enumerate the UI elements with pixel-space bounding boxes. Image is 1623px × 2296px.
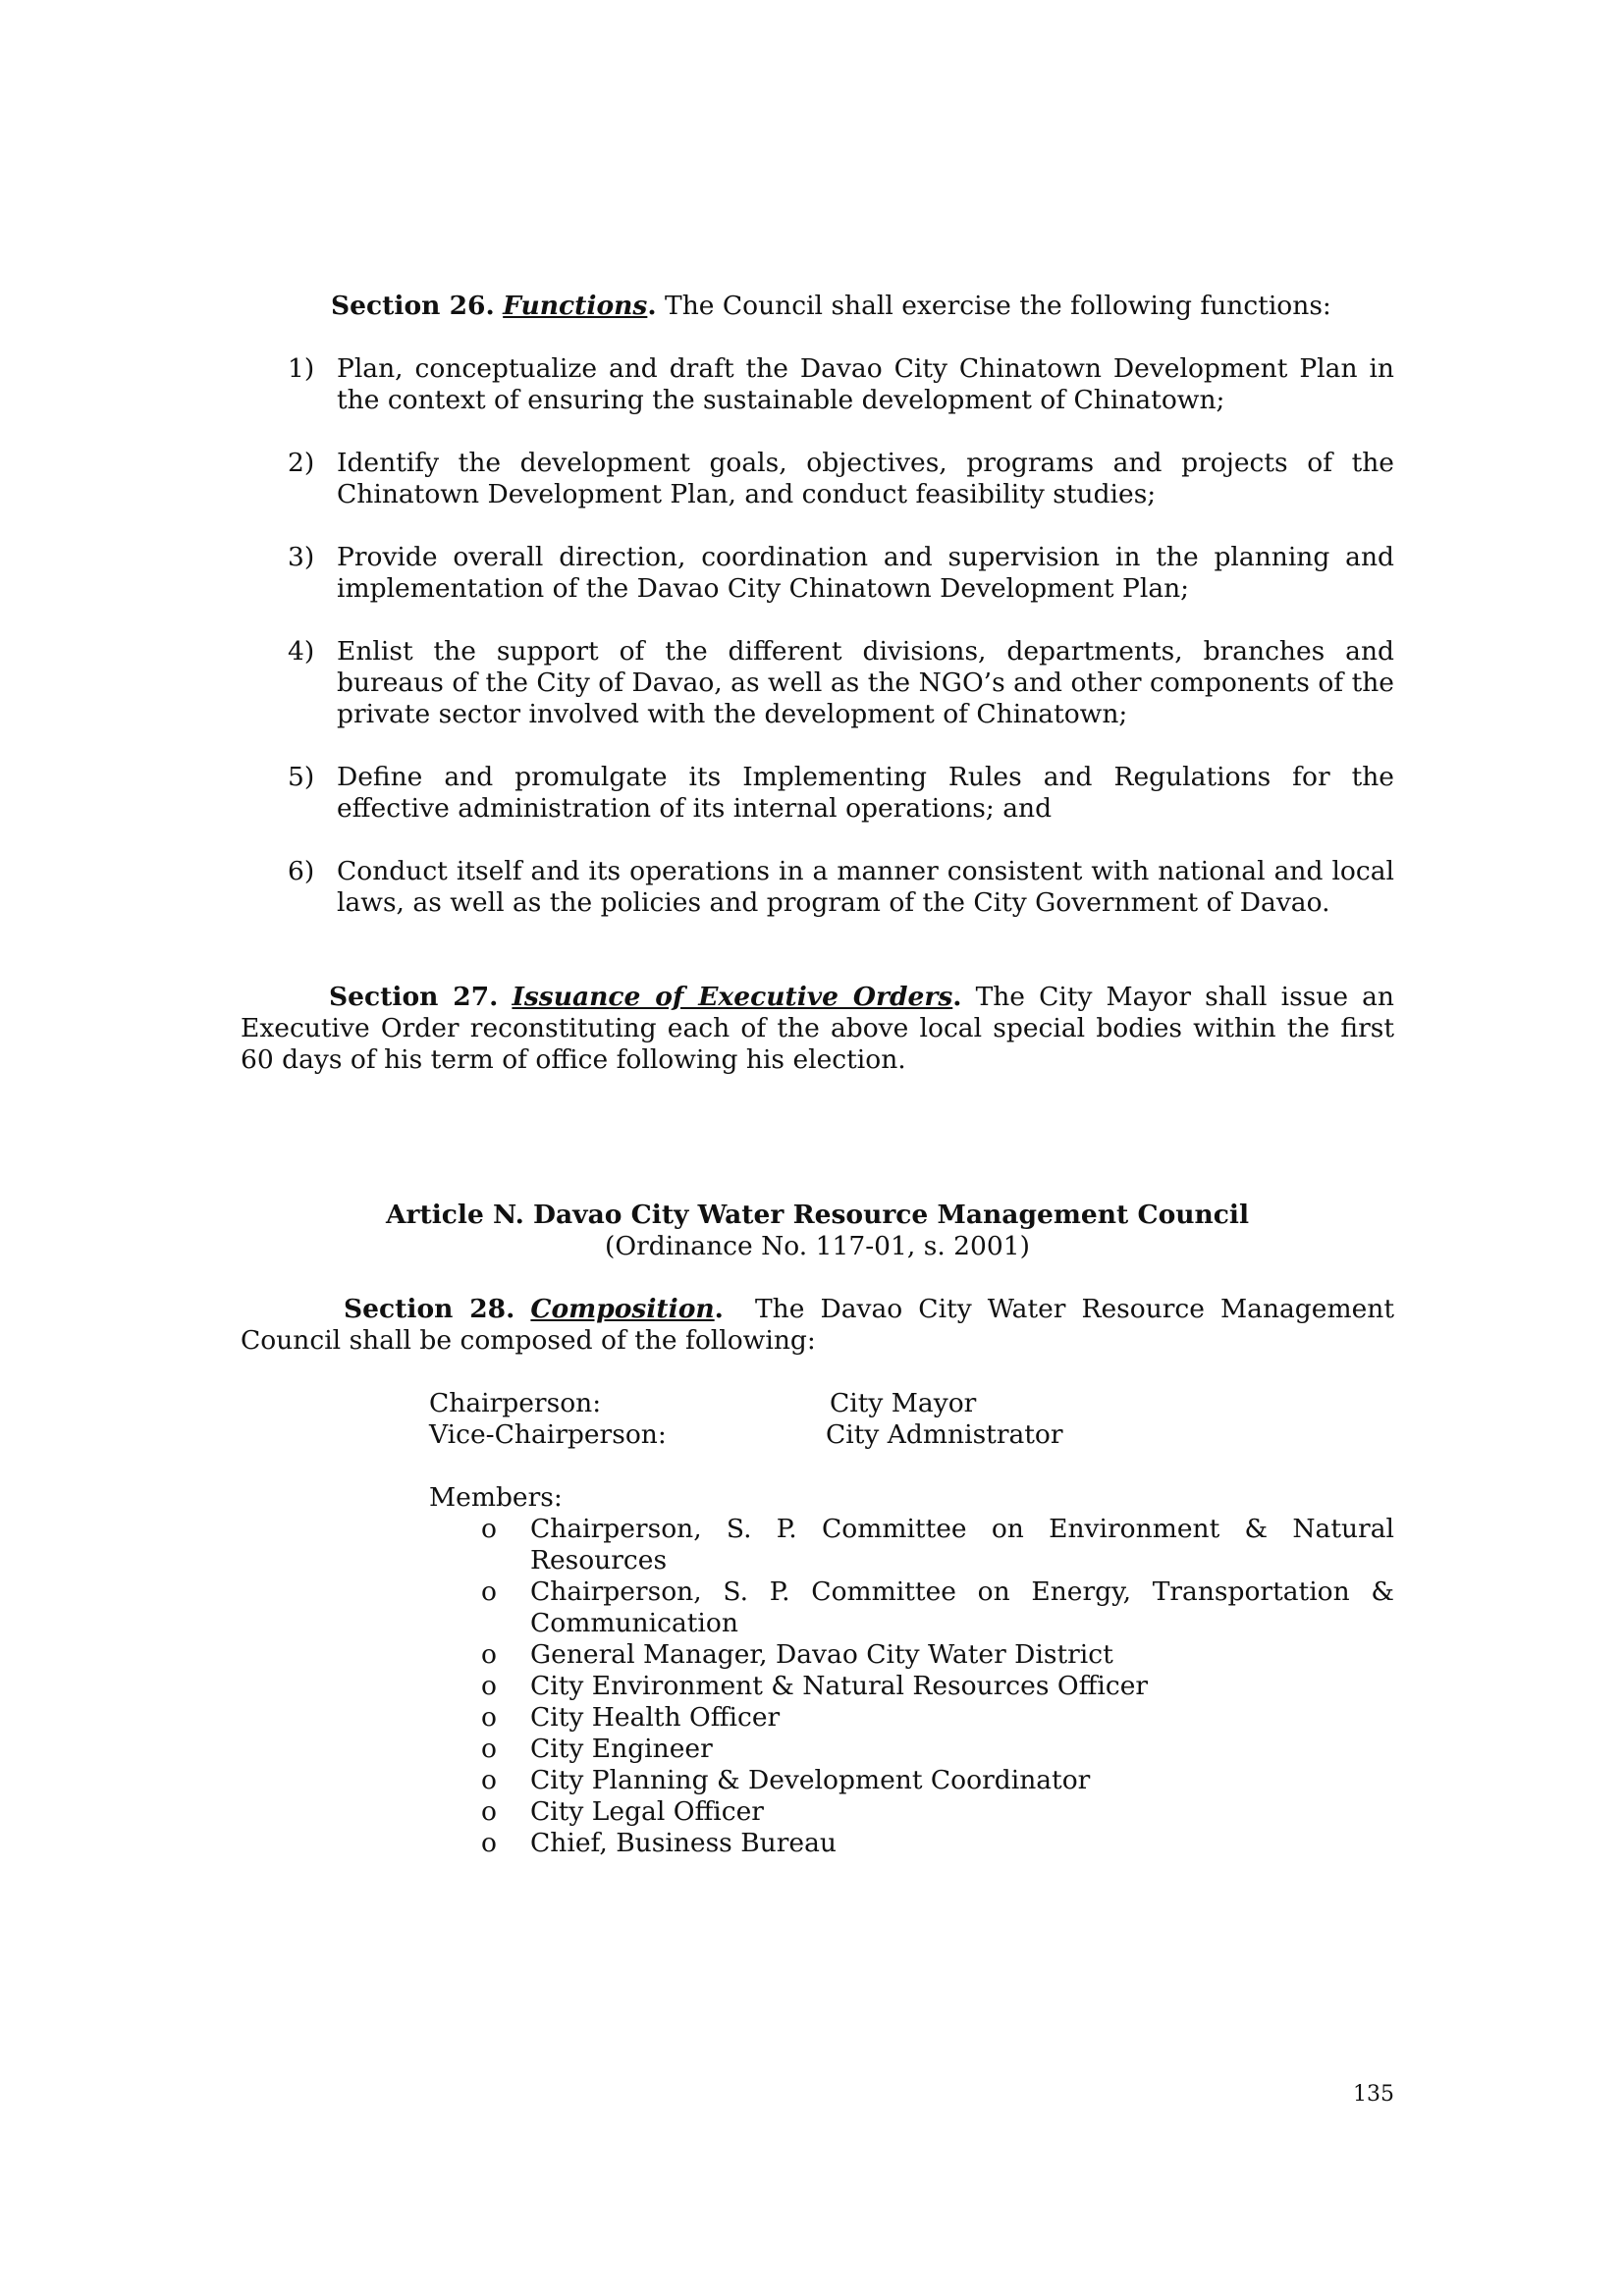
item-text: Provide overall direction, coordination and supervision in the planning and implementation of the Davao City Chinatown Development Plan; <box>337 542 1394 604</box>
item-number: 3) <box>288 542 315 572</box>
officer-role: Chairperson: <box>429 1388 602 1418</box>
function-item-5 <box>241 762 1394 825</box>
member-text: City Planning & Development Coordinator <box>530 1765 1091 1795</box>
section-28-title: Composition <box>530 1294 715 1324</box>
member-item <box>481 1702 1394 1734</box>
function-item-1 <box>241 353 1394 416</box>
officer-name-chairperson: City Mayor <box>830 1388 977 1418</box>
bullet-icon: o <box>481 1576 497 1607</box>
section-26-title: Functions <box>503 291 648 321</box>
bullet-icon: o <box>481 1514 497 1544</box>
member-item <box>481 1671 1394 1702</box>
section-27-title: Issuance of Executive Orders <box>512 982 953 1012</box>
section-27-label: Section 27. <box>329 982 499 1012</box>
bullet-icon: o <box>481 1796 497 1827</box>
section-27-paragraph: Section 27. Issuance of Executive Orders. The City Mayor shall issue an Executive Order reconstituting each of the above local special bodies within the first 60 days of his term of office following his election. <box>241 982 1394 1075</box>
member-text: City Engineer <box>530 1734 713 1764</box>
bullet-icon: o <box>481 1671 497 1701</box>
function-item-6 <box>241 856 1394 919</box>
members-label: Members: <box>429 1482 563 1513</box>
section-28-label: Section 28. <box>344 1294 515 1324</box>
item-text: Conduct itself and its operations in a manner consistent with national and local laws, as well as the policies and program of the City Government of Davao. <box>337 856 1394 918</box>
bullet-icon: o <box>481 1702 497 1733</box>
officer-role: Vice-Chairperson: <box>429 1419 667 1450</box>
bullet-icon: o <box>481 1639 497 1670</box>
item-text: Enlist the support of the different divisions, departments, branches and bureaus of the City of Davao, as well as the NGO’s and other components of the private sector involved with the development of Chinatown; <box>337 636 1394 729</box>
member-item <box>481 1639 1394 1671</box>
function-item-2 <box>241 448 1394 510</box>
item-number: 6) <box>288 856 315 886</box>
item-text: Define and promulgate its Implementing Rules and Regulations for the effective administration of its internal operations; and <box>337 762 1394 824</box>
page-number: 135 <box>1353 2082 1394 2107</box>
officer-name-vice-chairperson: City Admnistrator <box>826 1419 1063 1450</box>
bullet-icon: o <box>481 1765 497 1795</box>
item-number: 2) <box>288 448 315 478</box>
officer-row-vice-chairperson <box>429 1419 667 1451</box>
member-item <box>481 1828 1394 1859</box>
member-item <box>481 1734 1394 1765</box>
member-text: Chief, Business Bureau <box>530 1828 837 1858</box>
article-subheading: (Ordinance No. 117-01, s. 2001) <box>605 1231 1030 1261</box>
bullet-icon: o <box>481 1828 497 1858</box>
member-text: City Environment & Natural Resources Officer <box>530 1671 1149 1701</box>
function-item-3 <box>241 542 1394 605</box>
bullet-icon: o <box>481 1734 497 1764</box>
item-number: 5) <box>288 762 315 792</box>
member-item <box>481 1765 1394 1796</box>
member-text: Chairperson, S. P. Committee on Energy, Transportation & Communication <box>530 1576 1394 1638</box>
item-number: 1) <box>288 353 315 384</box>
item-text: Identify the development goals, objectives, programs and projects of the Chinatown Development Plan, and conduct feasibility studies; <box>337 448 1394 509</box>
item-number: 4) <box>288 636 315 667</box>
article-heading: Article N. Davao City Water Resource Management Council <box>385 1200 1250 1230</box>
section-26-label: Section 26. <box>331 291 495 321</box>
member-text: Chairperson, S. P. Committee on Environment & Natural Resources <box>530 1514 1394 1575</box>
member-item <box>481 1576 1394 1639</box>
item-text: Plan, conceptualize and draft the Davao City Chinatown Development Plan in the context of ensuring the sustainable development of Chinatown; <box>337 353 1394 415</box>
member-text: City Health Officer <box>530 1702 781 1733</box>
section-26-heading: Section 26. Functions. The Council shall exercise the following functions: <box>331 291 1331 321</box>
section-28-body: The Davao City Water Resource Management Council shall be composed of the following: <box>241 1294 1394 1356</box>
function-item-4 <box>241 636 1394 730</box>
member-item <box>481 1514 1394 1576</box>
section-26-intro: The Council shall exercise the following functions: <box>665 291 1331 321</box>
section-28-paragraph: Section 28. Composition. The Davao City Water Resource Management Council shall be composed of the following: <box>241 1294 1394 1356</box>
member-text: City Legal Officer <box>530 1796 764 1827</box>
section-27-body: The City Mayor shall issue an Executive Order reconstituting each of the above local special bodies within the first 60 days of his term of office following his election. <box>241 982 1394 1075</box>
officer-row-chairperson <box>429 1388 601 1419</box>
member-text: General Manager, Davao City Water District <box>530 1639 1113 1670</box>
member-item <box>481 1796 1394 1828</box>
